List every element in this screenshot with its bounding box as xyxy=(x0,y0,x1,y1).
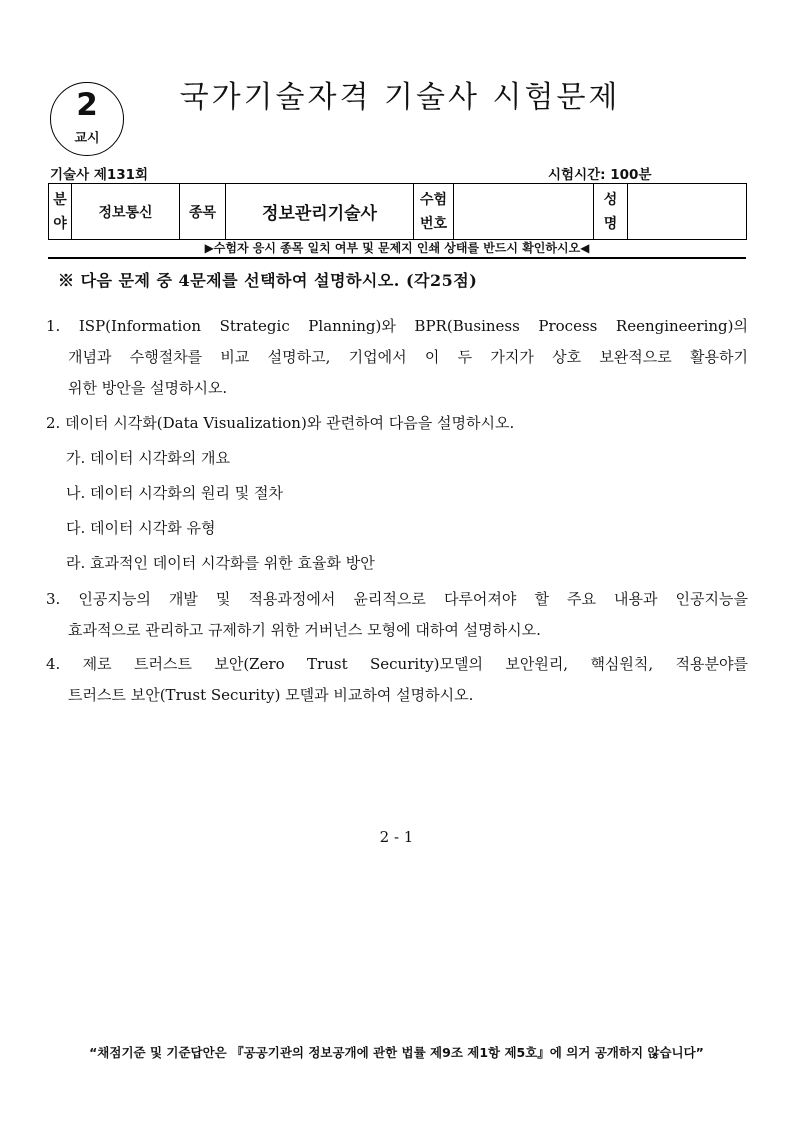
question-2-item-b: 나. 데이터 시각화의 원리 및 절차 xyxy=(66,484,283,502)
session-label: 교시 xyxy=(74,131,100,146)
exam-round: 기술사 제131회 xyxy=(50,167,149,183)
footer-note: “채점기준 및 기준답안은 『공공기관의 정보공개에 관한 법률 제9조 제1항 제5호』에 의거 공개하지 않습니다” xyxy=(89,1045,704,1060)
question-2-item-c: 다. 데이터 시각화 유형 xyxy=(66,519,216,537)
question-3: 3. 인공지능의 개발 및 적용과정에서 윤리적으로 다루어져야 할 주요 내용과 인공지능을 효과적으로 관리하고 규제하기 위한 거버넌스 모형에 대하여 설명하시오. xyxy=(46,590,748,639)
category-value: 정보관리기술사 xyxy=(226,184,414,240)
divider xyxy=(48,257,746,259)
exam-number-label: 수험 번호 xyxy=(414,184,454,240)
field-label: 분 야 xyxy=(49,184,72,240)
name-field[interactable] xyxy=(628,184,747,240)
exam-info-table xyxy=(48,183,747,240)
name-label: 성 명 xyxy=(594,184,628,240)
page-number: 2 - 1 xyxy=(379,828,414,846)
question-1: 1. ISP(Information Strategic Planning)와 BPR(Business Process Reengineering)의 개념과 수행절차를 비교 설명하고, 기업에서 이 두 가지가 상호 보완적으로 활용하기 위한 방안을 설명하시오. xyxy=(46,317,748,397)
question-4: 4. 제로 트러스트 보안(Zero Trust Security)모델의 보안원리, 핵심원칙, 적용분야를 트러스트 보안(Trust Security) 모델과 비교하여 설명하시오. xyxy=(46,655,748,704)
question-2-item-a: 가. 데이터 시각화의 개요 xyxy=(66,449,230,467)
question-2: 2. 데이터 시각화(Data Visualization)와 관련하여 다음을 설명하시오. xyxy=(46,414,515,432)
question-2-item-d: 라. 효과적인 데이터 시각화를 위한 효율화 방안 xyxy=(66,554,375,572)
page-title: 국가기술자격 기술사 시험문제 xyxy=(179,80,621,115)
session-badge xyxy=(50,82,124,156)
exam-duration: 시험시간: 100분 xyxy=(548,167,652,183)
session-number: 2 xyxy=(76,87,98,123)
field-value: 정보통신 xyxy=(72,184,180,240)
instruction: ※ 다음 문제 중 4문제를 선택하여 설명하시오. (각25점) xyxy=(58,271,478,290)
category-label: 종목 xyxy=(180,184,226,240)
notice: ▶수험자 응시 종목 일치 여부 및 문제지 인쇄 상태를 반드시 확인하시오◀ xyxy=(204,241,590,255)
exam-number-field[interactable] xyxy=(454,184,594,240)
